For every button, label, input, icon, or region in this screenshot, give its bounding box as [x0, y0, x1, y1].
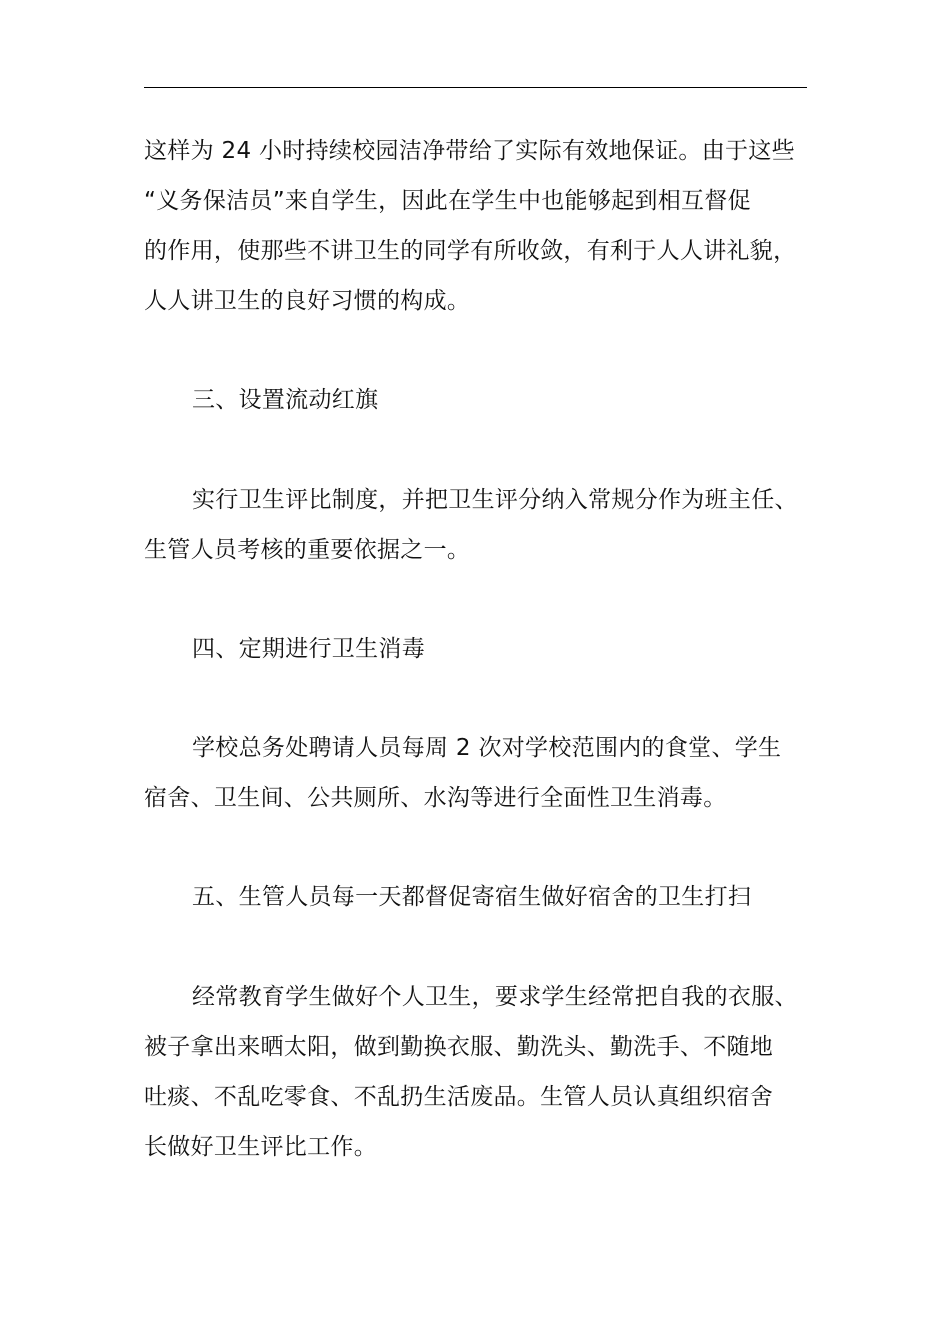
text-line: 学校总务处聘请人员每周 2 次对学校范围内的食堂、学生 [192, 735, 782, 761]
text-line: 吐痰、不乱吃零食、不乱扔生活废品。生管人员认真组织宿舍 [144, 1084, 774, 1110]
paragraph-voluntary-cleaners [144, 126, 810, 326]
paragraph-disinfection [144, 723, 810, 823]
header-rule [144, 87, 807, 88]
text-line: 人人讲卫生的良好习惯的构成。 [144, 288, 471, 314]
text-line: 这样为 24 小时持续校园洁净带给了实际有效地保证。由于这些 [144, 138, 795, 164]
paragraph-hygiene-evaluation [144, 475, 810, 575]
text-line: 宿舍、卫生间、公共厕所、水沟等进行全面性卫生消毒。 [144, 785, 727, 811]
text-line: 长做好卫生评比工作。 [144, 1134, 377, 1160]
text-line: “义务保洁员”来自学生，因此在学生中也能够起到相互督促 [144, 188, 751, 214]
text-line: 的作用，使那些不讲卫生的同学有所收敛，有利于人人讲礼貌， [144, 238, 797, 264]
section-heading-4: 四、定期进行卫生消毒 [192, 636, 425, 662]
paragraph-personal-hygiene [144, 972, 810, 1172]
section-heading-5: 五、生管人员每一天都督促寄宿生做好宿舍的卫生打扫 [192, 884, 752, 910]
text-line: 经常教育学生做好个人卫生，要求学生经常把自我的衣服、 [192, 984, 798, 1010]
text-line: 实行卫生评比制度，并把卫生评分纳入常规分作为班主任、 [192, 487, 798, 513]
section-heading-3: 三、设置流动红旗 [192, 387, 379, 413]
text-line: 生管人员考核的重要依据之一。 [144, 537, 471, 563]
text-line: 被子拿出来晒太阳，做到勤换衣服、勤洗头、勤洗手、不随地 [144, 1034, 774, 1060]
